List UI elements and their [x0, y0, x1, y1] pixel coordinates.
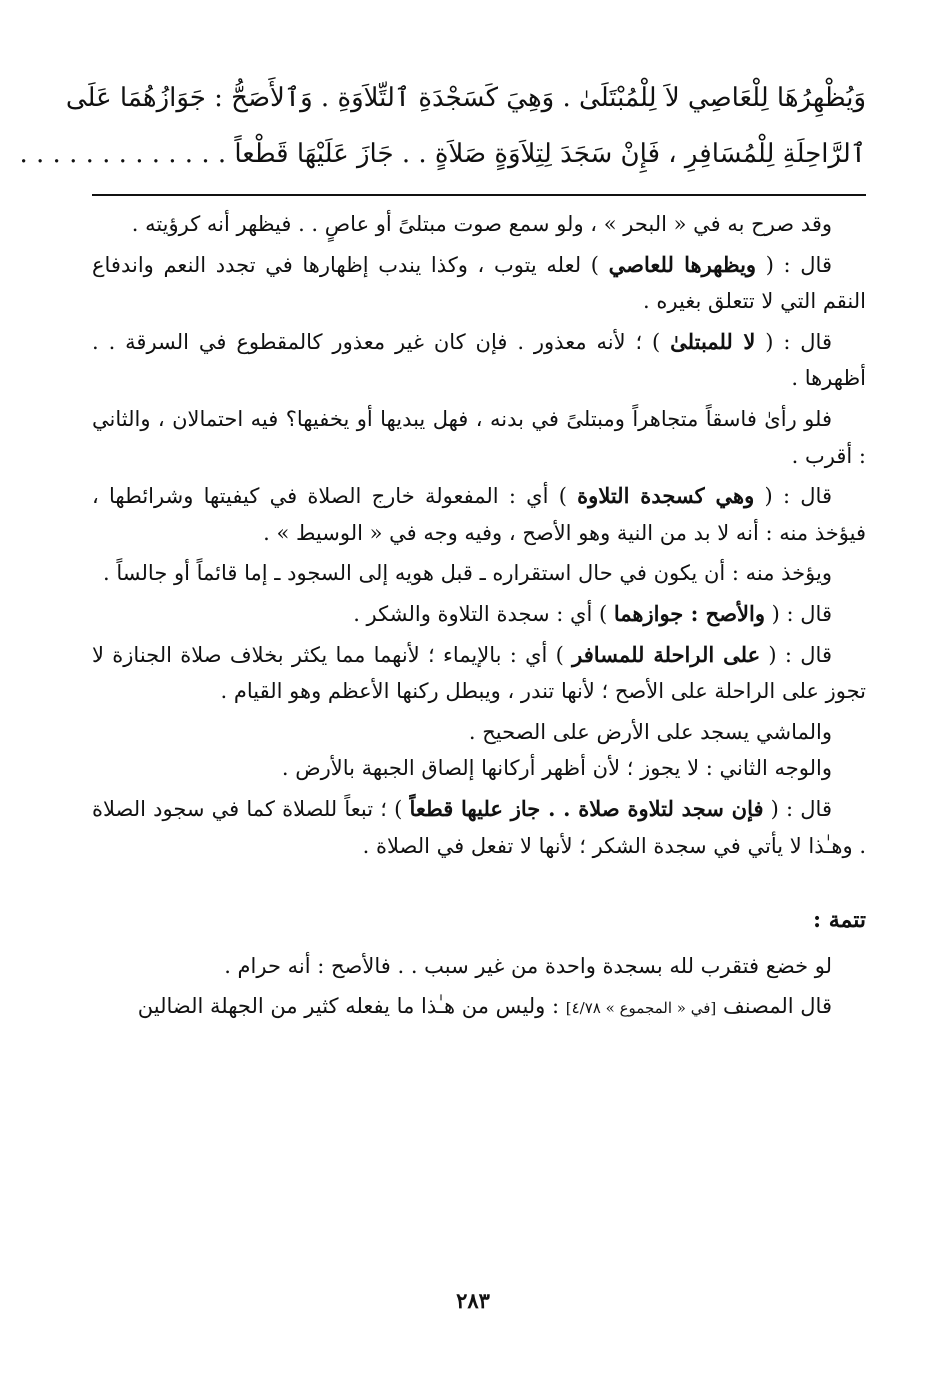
commentary-paragraph-2 [92, 247, 866, 320]
quote-open: قال : ( [754, 484, 832, 509]
explanation: ) ؛ لأنه معذور . فإن كان غير معذور كالمقطوع في السرقة . . أظهرها . [92, 329, 866, 391]
commentary-paragraph-8 [92, 637, 866, 710]
quoted-matn: ويظهرها للعاصي [608, 251, 757, 277]
matn-text [19, 70, 866, 182]
quoted-matn: والأصح : جوازهما [613, 600, 765, 626]
tatimma-section [92, 946, 866, 1028]
quoted-matn: على الراحلة للمسافر [572, 641, 761, 667]
explanation: ) أي : المفعولة خارج الصلاة في كيفيتها وشرائطها ، فيؤخذ منه : أنه لا بد من النية وهو الأصح ، وفيه وجه في « الوسيط » . [92, 484, 866, 545]
separator-rule [92, 194, 866, 196]
commentary [92, 206, 866, 864]
tatimma-text-a: قال المصنف [716, 994, 832, 1019]
commentary-paragraph-6: ويؤخذ منه : أن يكون في حال استقراره ـ قبل هويه إلى السجود ـ إما قائماً أو جالساً . [103, 561, 832, 586]
explanation: ) لعله يتوب ، وكذا يندب إظهارها في تجدد النعم واندفاع النقم التي لا تتعلق بغيره . [92, 252, 866, 314]
tatimma-text-b: : وليس من هـٰذا ما يفعله كثير من الجهلة الضالين [137, 994, 566, 1019]
commentary-paragraph-9: والماشي يسجد على الأرض على الصحيح . [468, 719, 832, 744]
commentary-paragraph-7 [92, 596, 866, 633]
quote-open: قال : ( [755, 329, 832, 354]
commentary-paragraph-3 [92, 324, 866, 397]
matn-line-1: وَيُظْهِرُهَا لِلْعَاصِي لاَ لِلْمُبْتَلَىٰ . وَهِيَ كَسَجْدَةِ ٱلتِّلاَوَةِ . وَٱلأَصَحُّ : جَوَازُهُمَا عَلَى [65, 83, 866, 113]
matn-line-2: ٱلرَّاحِلَةِ لِلْمُسَافِرِ ، فَإِنْ سَجَدَ لِتِلاَوَةٍ صَلاَةٍ . . جَازَ عَلَيْهَا قَطْعاً . . . . . . . . . . . . . [19, 139, 866, 169]
quoted-matn: وهي كسجدة التلاوة [577, 483, 755, 509]
tatimma-paragraph-2 [92, 986, 866, 1028]
commentary-paragraph-5 [92, 478, 866, 551]
quoted-matn: لا للمبتلىٰ [670, 328, 756, 354]
commentary-paragraph-1: وقد صرح به في « البحر » ، ولو سمع صوت مبتلىً أو عاصٍ . . فيظهر أنه كرؤيته . [131, 212, 832, 236]
commentary-paragraph-10: والوجه الثاني : لا يجوز ؛ لأن أظهر أركانها إلصاق الجبهة بالأرض . [281, 756, 832, 781]
commentary-paragraph-4: فلو رأىٰ فاسقاً متجاهراً ومبتلىً في بدنه ، فهل يبديها أو يخفيها؟ فيه احتمالان ، والثاني : أقرب . [92, 406, 866, 468]
tatimma-paragraph-1: لو خضع فتقرب لله بسجدة واحدة من غير سبب . . فالأصح : أنه حرام . [224, 954, 832, 979]
quote-open: قال : ( [765, 601, 832, 626]
quote-open: قال : ( [756, 252, 832, 277]
quote-open: قال : ( [760, 642, 832, 667]
commentary-paragraph-11 [92, 791, 866, 864]
book-page [19, 70, 866, 1378]
quote-open: قال : ( [763, 796, 832, 821]
tatimma-heading: تتمة : [812, 907, 866, 934]
source-reference: [في « المجموع » ٤/٧٨] [565, 999, 717, 1018]
page-number: ٢٨٣ [456, 1288, 490, 1313]
explanation: ) أي : بالإيماء ؛ لأنهما مما يكثر بخلاف صلاة الجنازة لا تجوز على الراحلة على الأصح ؛ لأنها تندر ، ويبطل ركنها الأعظم وهو القيام . [92, 642, 866, 704]
explanation: ) ؛ تبعاً للصلاة كما في سجود الصلاة . وهـٰذا لا يأتي في سجدة الشكر ؛ لأنها لا تفعل في الصلاة . [92, 796, 866, 858]
explanation: ) أي : سجدة التلاوة والشكر . [353, 601, 614, 626]
quoted-matn: فإن سجد لتلاوة صلاة . . جاز عليها قطعاً [409, 795, 764, 821]
